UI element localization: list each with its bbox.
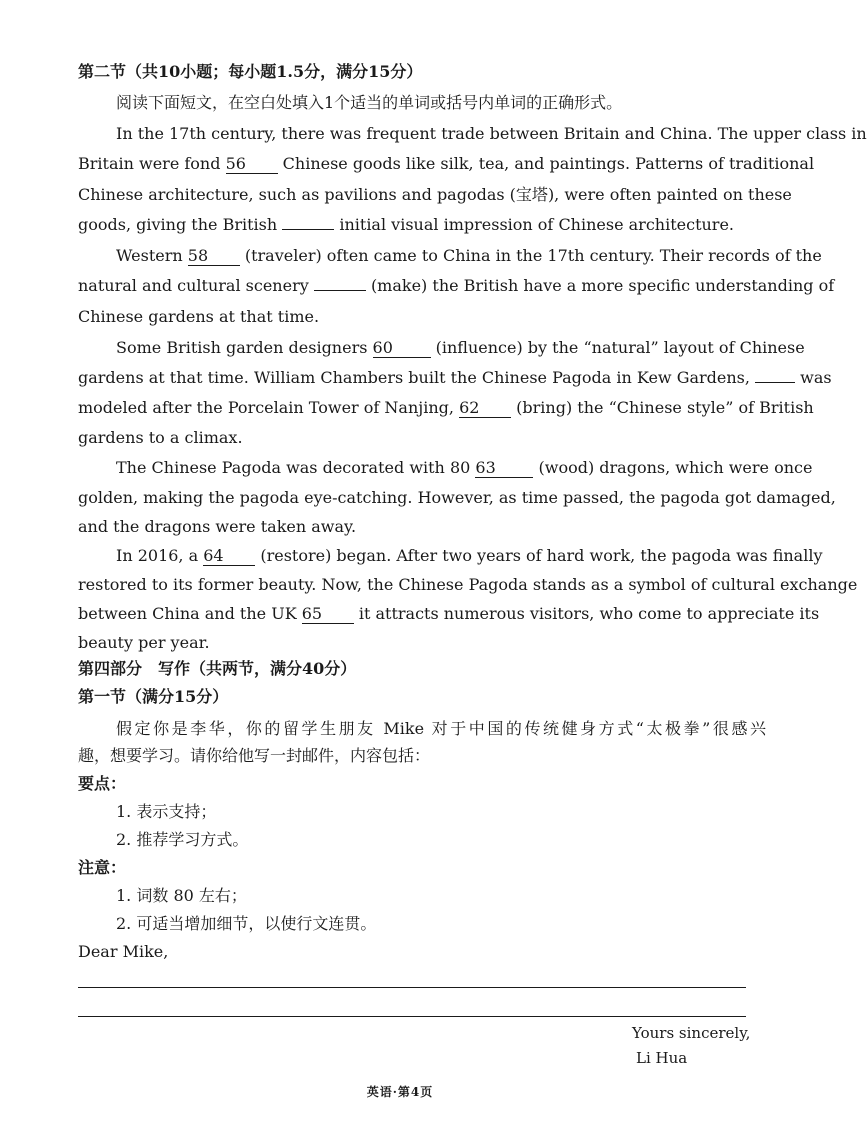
passage-line: and the dragons were taken away. [78, 517, 357, 536]
passage-line [116, 545, 823, 567]
passage-text: The Chinese Pagoda was decorated with 80 [116, 458, 471, 477]
part-title: 第四部分 写作（共两节，满分40分） [78, 659, 357, 678]
passage-line [116, 337, 805, 359]
note-item: 2. 可适当增加细节，以使行文连贯。 [116, 914, 377, 933]
answer-blank-62: 62 [459, 399, 511, 418]
answer-blank-56: 56 [226, 155, 278, 174]
passage-text: (influence) by the “natural” layout of Chinese [435, 338, 805, 357]
passage-text: Britain were fond [78, 154, 221, 173]
passage-line [78, 184, 792, 206]
subsection-title: 第一节（满分15分） [78, 687, 229, 706]
answer-blank-60: 60 [373, 339, 431, 358]
prompt-line: 假定你是李华，你的留学生朋友 Mike 对于中国的传统健身方式“太极拳”很感兴 [116, 719, 766, 738]
page-footer: 英语·第4页 [366, 1085, 434, 1099]
passage-text: Chinese goods like silk, tea, and paintings. Patterns of traditional [282, 154, 815, 173]
passage-text: (make) the British have a more specific understanding of [370, 276, 835, 295]
answer-line [78, 987, 746, 988]
answer-blank-57 [282, 229, 334, 230]
passage-text: was [800, 368, 832, 387]
answer-line [78, 1016, 746, 1017]
passage-text: Western [116, 246, 183, 265]
notes-label: 注意： [78, 858, 127, 877]
answer-blank-59 [314, 290, 366, 291]
passage-line: beauty per year. [78, 633, 210, 652]
passage-line [78, 153, 815, 175]
passage-text: (traveler) often came to China in the 17th century. Their records of the [244, 246, 822, 265]
note-item: 1. 词数 80 左右； [116, 886, 247, 905]
letter-salutation: Dear Mike, [78, 942, 169, 961]
answer-blank-61 [755, 382, 795, 383]
passage-line [116, 245, 822, 267]
section-title: 第二节（共10小题；每小题1.5分，满分15分） [78, 62, 423, 81]
gloss-text: 宝塔 [515, 185, 548, 204]
passage-text: initial visual impression of Chinese architecture. [339, 215, 735, 234]
passage-text: (restore) began. After two years of hard work, the pagoda was finally [260, 546, 823, 565]
passage-text: (wood) dragons, which were once [538, 458, 813, 477]
point-item: 2. 推荐学习方式。 [116, 830, 249, 849]
section-instruction: 阅读下面短文，在空白处填入1个适当的单词或括号内单词的正确形式。 [116, 93, 623, 112]
passage-text: Chinese architecture, such as pavilions and pagodas ( [78, 185, 516, 204]
passage-line [78, 214, 766, 236]
answer-blank-58: 58 [188, 247, 240, 266]
passage-line: Chinese gardens at that time. [78, 307, 320, 326]
passage-text: (bring) the “Chinese style” of British [516, 398, 814, 417]
passage-line [78, 397, 814, 419]
passage-text: between China and the UK [78, 604, 297, 623]
passage-text: goods, giving the British [78, 215, 278, 234]
letter-signature: Li Hua [636, 1049, 688, 1067]
passage-text: gardens at that time. William Chambers built the Chinese Pagoda in Kew Gardens, [78, 368, 750, 387]
passage-line: In the 17th century, there was frequent trade between Britain and China. The upper class in [116, 124, 867, 143]
passage-line: gardens to a climax. [78, 428, 243, 447]
passage-line: restored to its former beauty. Now, the Chinese Pagoda stands as a symbol of cultural exchange [78, 575, 858, 594]
passage-line [78, 275, 835, 297]
passage-text: In 2016, a [116, 546, 199, 565]
passage-text: it attracts numerous visitors, who come to appreciate its [358, 604, 820, 623]
passage-line [78, 367, 832, 389]
prompt-line: 趣，想要学习。请你给他写一封邮件，内容包括： [78, 746, 431, 765]
passage-text: Some British garden designers [116, 338, 368, 357]
passage-text: natural and cultural scenery [78, 276, 309, 295]
letter-closing: Yours sincerely, [632, 1024, 751, 1042]
passage-line [116, 457, 813, 479]
answer-blank-64: 64 [203, 547, 255, 566]
passage-line: golden, making the pagoda eye-catching. However, as time passed, the pagoda got damaged, [78, 488, 836, 507]
passage-line [78, 603, 820, 625]
answer-blank-65: 65 [302, 605, 354, 624]
passage-text: modeled after the Porcelain Tower of Nanjing, [78, 398, 454, 417]
answer-blank-63: 63 [475, 459, 533, 478]
passage-text: ), were often painted on these [547, 185, 792, 204]
point-item: 1. 表示支持； [116, 802, 217, 821]
points-label: 要点： [78, 774, 127, 793]
